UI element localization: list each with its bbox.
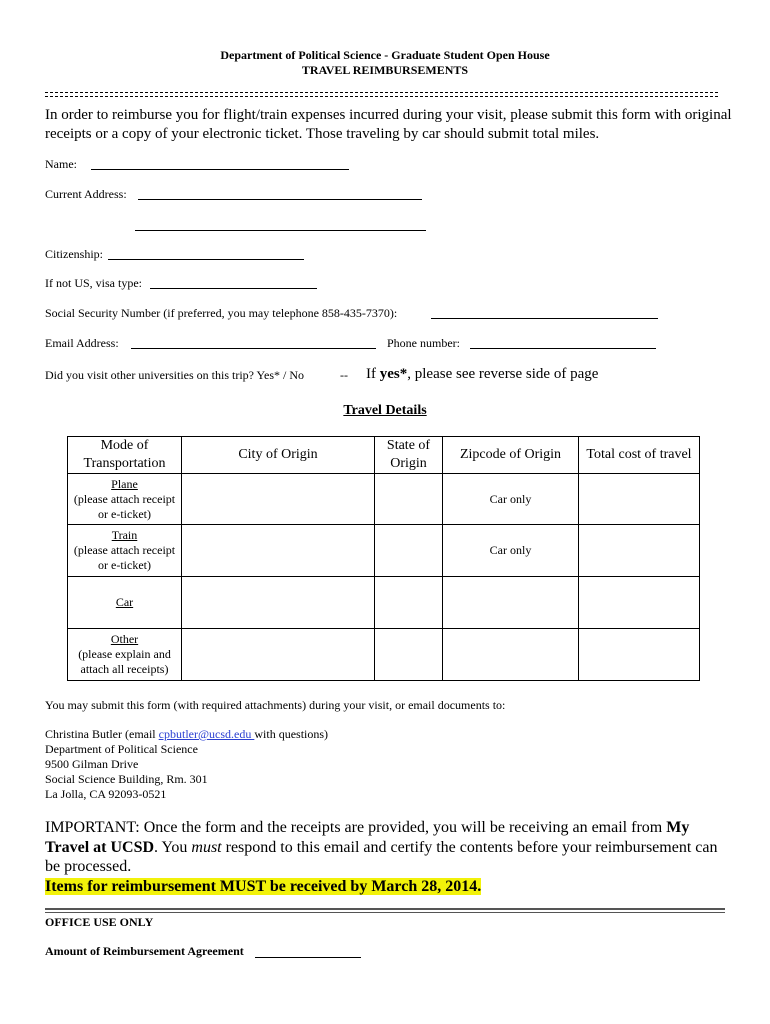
- travel-details-title: Travel Details: [343, 403, 427, 418]
- deadline-notice: Items for reimbursement MUST be received by March 28, 2014.: [45, 877, 482, 895]
- state-cell[interactable]: [375, 577, 443, 629]
- zip-cell[interactable]: [443, 577, 579, 629]
- important-notice: IMPORTANT: Once the form and the receipts are provided, you will be receiving an email from My Travel at UCSD. You must respond to this email and certify the contents before your reimbursement can be processed. Items for reimbursement MUST be received by March 28, 2014.: [45, 819, 718, 895]
- form-department-title: Department of Political Science - Graduate Student Open House: [220, 48, 550, 62]
- name-label: Name:: [45, 157, 77, 171]
- city-cell[interactable]: [182, 525, 375, 577]
- column-header: Total cost of travel: [579, 437, 700, 474]
- visa-type-label: If not US, visa type:: [45, 276, 142, 290]
- mode-label: Other: [110, 632, 139, 646]
- table-header-row: [68, 437, 700, 474]
- citizenship-field[interactable]: [108, 259, 304, 260]
- mode-cell: [68, 474, 182, 525]
- cost-cell[interactable]: [579, 474, 700, 525]
- state-cell[interactable]: [375, 474, 443, 525]
- contact-building: Social Science Building, Rm. 301: [45, 772, 208, 786]
- column-header: Mode of Transportation: [68, 437, 182, 474]
- mode-note: (please attach receipt or e-ticket): [73, 491, 176, 521]
- contact-street: 9500 Gilman Drive: [45, 757, 139, 771]
- column-header: State of Origin: [375, 437, 443, 474]
- mode-note: (please explain and attach all receipts): [78, 647, 171, 676]
- visit-dash: --: [340, 368, 348, 382]
- state-cell[interactable]: [375, 525, 443, 577]
- zip-cell[interactable]: [443, 629, 579, 681]
- citizenship-label: Citizenship:: [45, 247, 103, 261]
- visit-reverse-note: [366, 366, 598, 383]
- travel-details-table: [67, 436, 700, 681]
- name-field[interactable]: [91, 169, 349, 170]
- zip-cell[interactable]: Car only: [443, 474, 579, 525]
- office-separator: [45, 908, 725, 913]
- current-address-field-line2[interactable]: [135, 230, 426, 231]
- mode-cell: [68, 525, 182, 577]
- contact-block: [45, 727, 328, 802]
- visa-type-field[interactable]: [150, 288, 317, 289]
- cost-cell[interactable]: [579, 525, 700, 577]
- email-field[interactable]: [131, 348, 376, 349]
- current-address-field[interactable]: [138, 199, 422, 200]
- mode-label: Plane: [111, 476, 138, 491]
- table-row: [68, 577, 700, 629]
- contact-email-link[interactable]: cpbutler@ucsd.edu: [158, 727, 255, 741]
- column-header: Zipcode of Origin: [443, 437, 579, 474]
- current-address-label: Current Address:: [45, 187, 127, 201]
- table-row: [68, 474, 700, 525]
- table-row: [68, 525, 700, 577]
- ssn-field[interactable]: [431, 318, 658, 319]
- cost-cell[interactable]: [579, 577, 700, 629]
- separator-line: [45, 92, 718, 97]
- city-cell[interactable]: [182, 629, 375, 681]
- cost-cell[interactable]: [579, 629, 700, 681]
- reimbursement-amount-label: Amount of Reimbursement Agreement: [45, 944, 244, 958]
- contact-department: Department of Political Science: [45, 742, 198, 756]
- must-emphasis: must: [191, 838, 222, 856]
- city-cell[interactable]: [182, 577, 375, 629]
- table-row: [68, 629, 700, 681]
- mode-label: Car: [115, 595, 134, 609]
- submit-instructions: You may submit this form (with required attachments) during your visit, or email documents to:: [45, 698, 506, 712]
- office-use-title: OFFICE USE ONLY: [45, 915, 154, 929]
- mode-label: Train: [111, 528, 138, 542]
- mode-cell: [68, 629, 182, 681]
- phone-field[interactable]: [470, 348, 656, 349]
- contact-city: La Jolla, CA 92093-0521: [45, 787, 167, 801]
- visit-if-text: If: [366, 366, 380, 382]
- visit-rest-text: , please see reverse side of page: [407, 366, 599, 382]
- column-header: City of Origin: [182, 437, 375, 474]
- mode-cell: [68, 577, 182, 629]
- intro-paragraph: In order to reimburse you for flight/train expenses incurred during your visit, please submit this form with original receipts or a copy of your electronic ticket. Those traveling by car should submit total miles.: [45, 107, 732, 142]
- contact-name-line: Christina Butler (email cpbutler@ucsd.edu with questions): [45, 727, 329, 741]
- email-label: Email Address:: [45, 336, 119, 350]
- ssn-label: Social Security Number (if preferred, you may telephone 858-435-7370):: [45, 306, 398, 320]
- state-cell[interactable]: [375, 629, 443, 681]
- phone-label: Phone number:: [387, 336, 460, 350]
- mode-note: (please attach receipt or e-ticket): [73, 543, 176, 572]
- form-title: TRAVEL REIMBURSEMENTS: [301, 63, 469, 77]
- my-travel-label: My Travel at UCSD: [45, 819, 690, 856]
- zip-cell[interactable]: Car only: [443, 525, 579, 577]
- reimbursement-amount-field[interactable]: [255, 957, 361, 958]
- city-cell[interactable]: [182, 474, 375, 525]
- visit-question: Did you visit other universities on this trip? Yes* / No: [45, 368, 304, 382]
- visit-yes-text: yes*: [379, 366, 408, 382]
